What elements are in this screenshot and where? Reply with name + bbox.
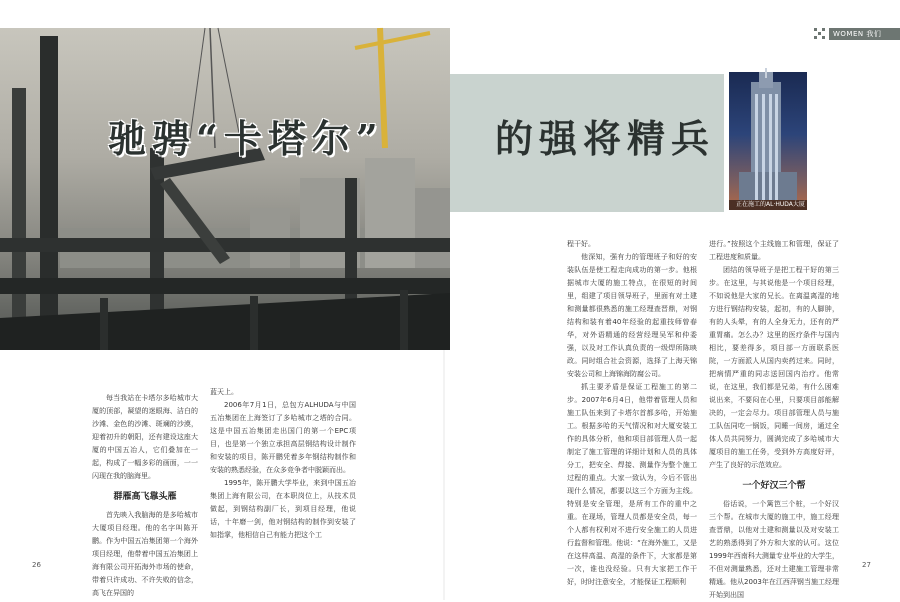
tower-photo (729, 72, 807, 210)
section-heading-2: 一个好汉三个帮 (742, 481, 806, 491)
body-paragraph: 进行。”按照这个主线施工和管理，保证了工程进度和质量。 (709, 240, 839, 261)
body-paragraph: 2006年7月1日，总包方ALHUDA与中国五冶集团在上海签订了多哈城市之塔的合同。这是中国五冶集团走出国门的第一个EPC项目，也是第一个独立承担高层钢结构设计制作和安装的项目，陈开鹏凭着多年钢结构制作和安装的熟悉经验，在众多竞争者中脱颖而出。 (210, 401, 356, 474)
header-squares (814, 28, 828, 40)
section-tag: WOMEN 我们 (829, 28, 900, 40)
construction-photo (0, 28, 450, 363)
text-column-1 (92, 392, 198, 600)
photo-caption: 吊装RT9顶部西主梁 (372, 356, 426, 363)
body-paragraph: 首先映入我脑海的是多哈城市大厦项目经理。他的名字叫陈开鹏。作为中国五冶集团第一个海外项目经理，他带着中国五冶集团上海有限公司开拓海外市场的使命，带着只许成功、不许失败的信念，高飞在异国的 (92, 511, 198, 597)
page-gutter (443, 350, 445, 600)
text-column-4 (709, 238, 839, 602)
body-paragraph: 俗话说，一个篱笆三个桩，一个好汉三个帮。在城市大厦的施工中，施工经理查晋鼎，以他对土建和测量以及对安装工艺的熟悉得到了外方和大家的认可。这位1999年西南科大测量专业毕业的大学生，不但对测量熟悉，还对土建施工管理非常精通。他从2003年在江西萍钢当施工经理开始到出国 (709, 500, 839, 599)
page-number-right: 27 (862, 561, 871, 569)
page-number-left: 26 (32, 561, 41, 569)
body-paragraph: 1995年，陈开鹏大学毕业，来到中国五冶集团上海有限公司，在本职岗位上，从技术员做起，到钢结构副厂长，到项目经理，他说话，十年磨一剑，他对钢结构的制作到安装了如指掌，他相信自己有能力把这个工 (210, 479, 356, 539)
text-column-2 (210, 386, 356, 542)
body-paragraph: 蓝天上。 (210, 388, 238, 396)
body-paragraph: 团结的领导班子是把工程干好的第三步。在这里，与其说他是一个项目经理，不如说他是大家的兄长。在离温离湿的地方进行钢结构安装，起初，有的人脚肿，有的人头晕，有的人全身无力，还有的严重胃痛。怎么办？这里的医疗条件与国内相比，要差得多，项目部一方面联系医院，一方面派人从国内卖药过来。同时，把病情严重的同志送回国内治疗。他常说，在这里，我们都是兄弟，有什么困难说出来，不要闷在心里，只要项目部能解决的，一定会尽力。项目部管理人员与施工队伍同吃一锅饭，同睡一间房，通过全体人员共同努力，圆满完成了多哈城市大厦项目的施工任务，受到外方高度好评，产生了良好的示范效应。 (709, 266, 839, 469)
body-paragraph: 抓主要矛盾是保证工程施工的第二步。2007年6月4日，他带着管理人员和施工队伍来到了卡塔尔首都多哈，开始施工。根据多哈的天气情况和对大厦安装工作的具体分析，他和项目部管理人员一起制定了施工管理的详细计划和人员的具体分工，把安全、焊接、测量作为整个施工过程的重点。大家一致认为，今后不管出现什么情况，都要以这三个方面为主线。特别是安全管理，是所有工作的重中之重。在现场，管理人员都是安全员，每一个人都有权利对不进行安全施工的人员进行监督和管理。他说：“在海外施工，又是在这样高温、高湿的条件下，大家都是第一次，谁也没经验。只有大家把工作干好，时时注意安全，才能保证工程顺利 (567, 383, 697, 586)
body-paragraph: 程干好。 (567, 240, 595, 248)
headline-right: 的强将精兵 (495, 116, 716, 161)
intro-paragraph: 每当我站在卡塔尔多哈城市大厦的顶部，凝望的迷眼海、洁白的沙滩、金色的沙滩、斑斓的沙漠，迎着初升的朝阳，还有建设这座大厦的中国五冶人，它们叠加在一起，构成了一幅多彩的画面，一一闪现在我的脑海里。 (92, 394, 198, 480)
tower-illustration (729, 72, 807, 210)
tower-caption: 正在施工的AL·HUDA大厦 (736, 201, 805, 208)
body-paragraph: 他深知，强有力的管理班子和好的安装队伍是使工程走向成功的第一步。他根据城市大厦的施工特点，在很短的时间里，组建了项目领导班子，里面有对土建和测量都很熟悉的施工经理查晋鼎，对钢结构和装有着40年经验的起重技师曾春华，对外语精通的经营经理吴军和仲委强，以及对工作认真负责的一级焊所陈映政。同时组合社会资源，选择了上海天锦安装公司和上海锦海防腐公司。 (567, 253, 697, 378)
construction-photo-illustration (0, 28, 450, 350)
section-heading-1: 群雁高飞靠头雁 (113, 492, 177, 502)
text-column-3 (567, 238, 697, 589)
headline-left: 驰骋“卡塔尔” (108, 116, 384, 161)
